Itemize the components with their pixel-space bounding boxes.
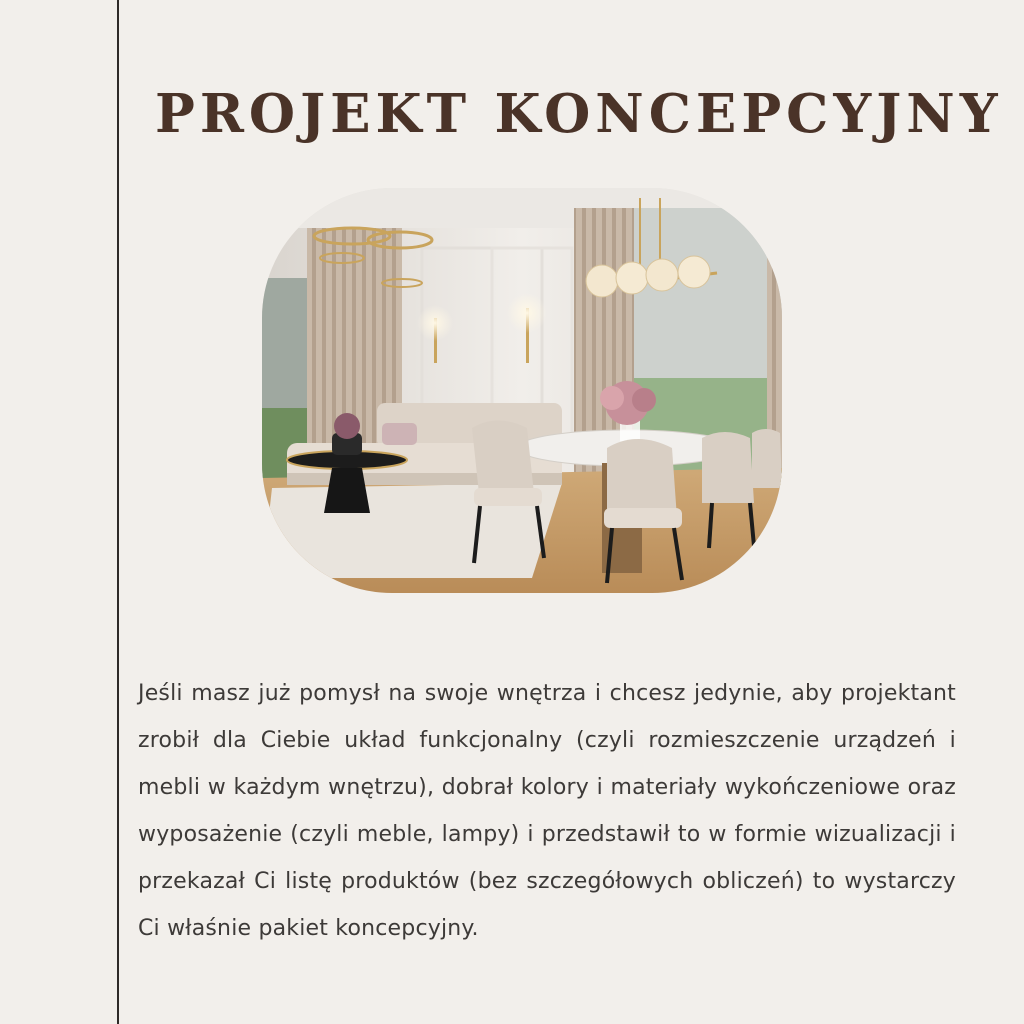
vertical-divider-line bbox=[117, 0, 119, 1024]
page-title: PROJEKT KONCEPCYJNY bbox=[155, 82, 1003, 145]
interior-visualization-image bbox=[262, 188, 782, 593]
description-paragraph: Jeśli masz już pomysł na swoje wnętrza i chcesz jedynie, aby projektant zrobił dla Ciebie układ funkcjonalny (czyli rozmieszczenie urządzeń i mebli w każdym wnętrzu), dobrał kolory i materiały wykończeniowe oraz wyposażenie (czyli meble, lampy) i przedstawił to w formie wizualizacji i przekazał Ci listę produktów (bez szczegółowych obliczeń) to wystarczy Ci właśnie pakiet koncepcyjny. bbox=[138, 681, 956, 941]
